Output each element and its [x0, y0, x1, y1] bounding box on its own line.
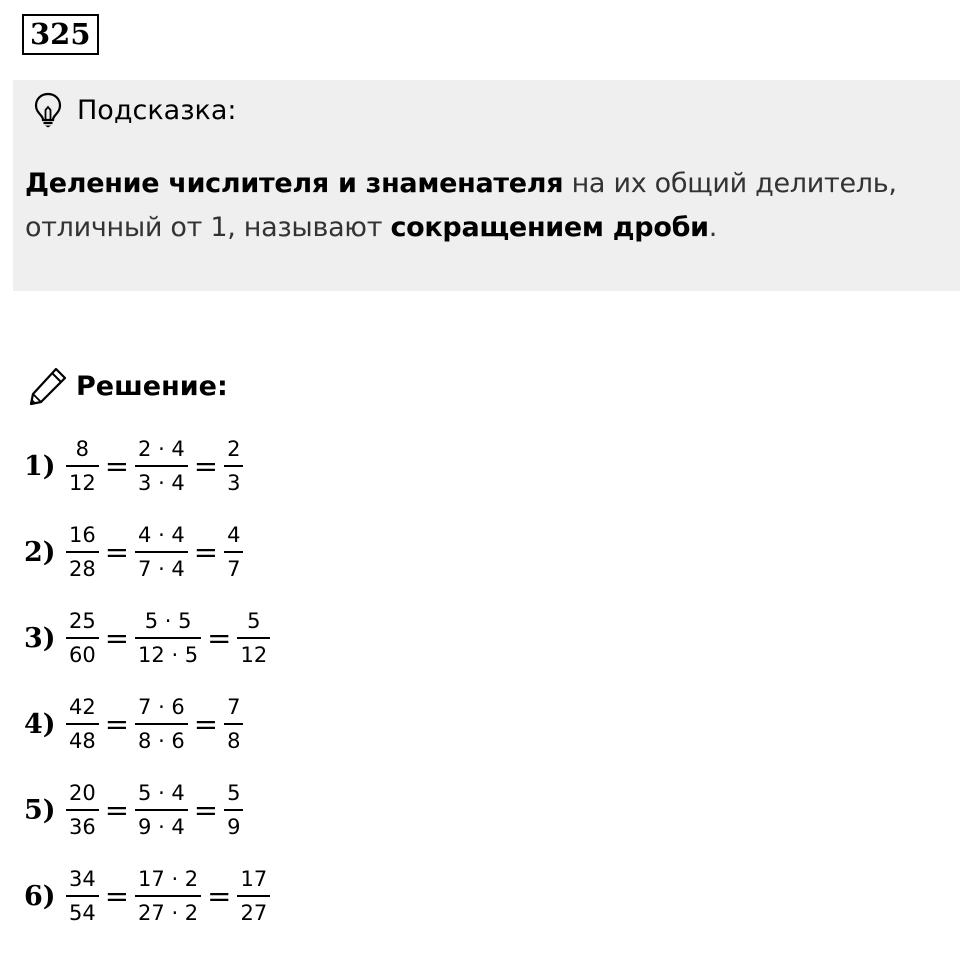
- fraction: [235, 866, 272, 926]
- fraction-bar: [135, 465, 188, 467]
- denominator: 12: [240, 643, 268, 667]
- numerator: 7: [227, 695, 241, 719]
- fraction-bar: [66, 895, 99, 897]
- numerator: 7 · 6: [138, 695, 185, 719]
- hint-box: [13, 80, 960, 291]
- fraction: [222, 436, 245, 496]
- fraction-bar: [66, 637, 99, 639]
- solution-header: [28, 364, 228, 408]
- numerator: 4: [227, 523, 241, 547]
- denominator: 8 · 6: [138, 729, 185, 753]
- denominator: 27 · 2: [138, 901, 199, 925]
- row-label: 5): [24, 794, 56, 826]
- numerator: 34: [69, 867, 96, 891]
- fraction-bar: [135, 723, 188, 725]
- numerator: 5 · 5: [144, 609, 192, 633]
- equals-sign: =: [104, 792, 130, 827]
- numerator: 2 · 4: [138, 437, 185, 461]
- row-label: 4): [24, 708, 56, 740]
- denominator: 3 · 4: [138, 471, 185, 495]
- equals-sign: =: [193, 448, 219, 483]
- equals-sign: =: [104, 448, 130, 483]
- numerator: 5 · 4: [138, 781, 185, 805]
- fraction: [133, 436, 190, 496]
- solution-row: [24, 608, 272, 668]
- numerator: 42: [69, 695, 96, 719]
- row-label: 2): [24, 536, 56, 568]
- denominator: 54: [69, 901, 96, 925]
- fraction: [64, 780, 101, 840]
- solution-row: [24, 436, 245, 496]
- denominator: 27: [240, 901, 268, 925]
- numerator: 8: [75, 437, 90, 461]
- hint-plain-text-2: .: [708, 212, 718, 243]
- numerator: 5: [247, 609, 261, 633]
- solution-row: [24, 522, 245, 582]
- equals-sign: =: [104, 620, 130, 655]
- row-label: 1): [24, 450, 56, 482]
- numerator: 2: [227, 437, 241, 461]
- solution-row: [24, 866, 272, 926]
- hint-text: [25, 162, 950, 250]
- fraction-bar: [135, 551, 188, 553]
- denominator: 9: [227, 815, 241, 839]
- pencil-icon: [28, 366, 68, 406]
- denominator: 8: [227, 729, 241, 753]
- denominator: 9 · 4: [138, 815, 185, 839]
- fraction: [235, 608, 272, 668]
- fraction: [64, 436, 101, 496]
- hint-bold-term-1: Деление числителя и знаменателя: [25, 168, 564, 199]
- numerator: 5: [227, 781, 241, 805]
- denominator: 12: [69, 471, 96, 495]
- fraction: [64, 694, 101, 754]
- numerator: 16: [69, 523, 96, 547]
- denominator: 3: [227, 471, 241, 495]
- fraction-bar: [135, 809, 188, 811]
- numerator: 17 · 2: [138, 867, 199, 891]
- hint-plain-text-1: на их общий делитель, отличный от 1, называют: [25, 168, 897, 243]
- denominator: 28: [69, 557, 96, 581]
- fraction: [222, 694, 245, 754]
- fraction: [64, 522, 101, 582]
- denominator: 7 · 4: [138, 557, 185, 581]
- solution-row: [24, 694, 245, 754]
- equals-sign: =: [193, 534, 219, 569]
- fraction: [64, 866, 101, 926]
- equals-sign: =: [104, 534, 130, 569]
- numerator: 25: [69, 609, 96, 633]
- fraction: [222, 780, 245, 840]
- fraction-bar: [66, 723, 99, 725]
- hint-bold-term-2: сокращением дроби: [390, 212, 709, 243]
- fraction: [133, 866, 203, 926]
- fraction: [222, 522, 245, 582]
- equals-sign: =: [193, 706, 219, 741]
- lightbulb-icon: [33, 92, 63, 128]
- equals-sign: =: [207, 878, 232, 913]
- numerator: 4 · 4: [138, 523, 185, 547]
- numerator: 17: [240, 867, 268, 891]
- fraction: [133, 694, 190, 754]
- fraction-bar: [66, 809, 99, 811]
- fraction-bar: [224, 723, 243, 725]
- equals-sign: =: [104, 706, 130, 741]
- hint-title: Подсказка:: [77, 94, 237, 126]
- denominator: 12 · 5: [138, 643, 199, 667]
- fraction-bar: [237, 895, 270, 897]
- fraction-bar: [237, 637, 270, 639]
- solution-title: Решение:: [76, 370, 228, 402]
- row-label: 3): [24, 622, 56, 654]
- fraction: [133, 780, 190, 840]
- fraction-bar: [224, 809, 243, 811]
- row-label: 6): [24, 880, 56, 912]
- hint-header: [33, 92, 237, 128]
- denominator: 36: [69, 815, 96, 839]
- fraction-bar: [66, 465, 99, 467]
- fraction-bar: [135, 637, 201, 639]
- equals-sign: =: [207, 620, 232, 655]
- fraction: [133, 608, 203, 668]
- fraction-bar: [224, 551, 243, 553]
- fraction: [64, 608, 101, 668]
- fraction-bar: [135, 895, 201, 897]
- fraction-bar: [66, 551, 99, 553]
- fraction: [133, 522, 190, 582]
- equals-sign: =: [104, 878, 130, 913]
- task-number: 325: [22, 14, 99, 55]
- denominator: 7: [227, 557, 241, 581]
- denominator: 60: [69, 643, 96, 667]
- numerator: 20: [69, 781, 96, 805]
- solution-row: [24, 780, 245, 840]
- equals-sign: =: [193, 792, 219, 827]
- fraction-bar: [224, 465, 243, 467]
- denominator: 48: [69, 729, 96, 753]
